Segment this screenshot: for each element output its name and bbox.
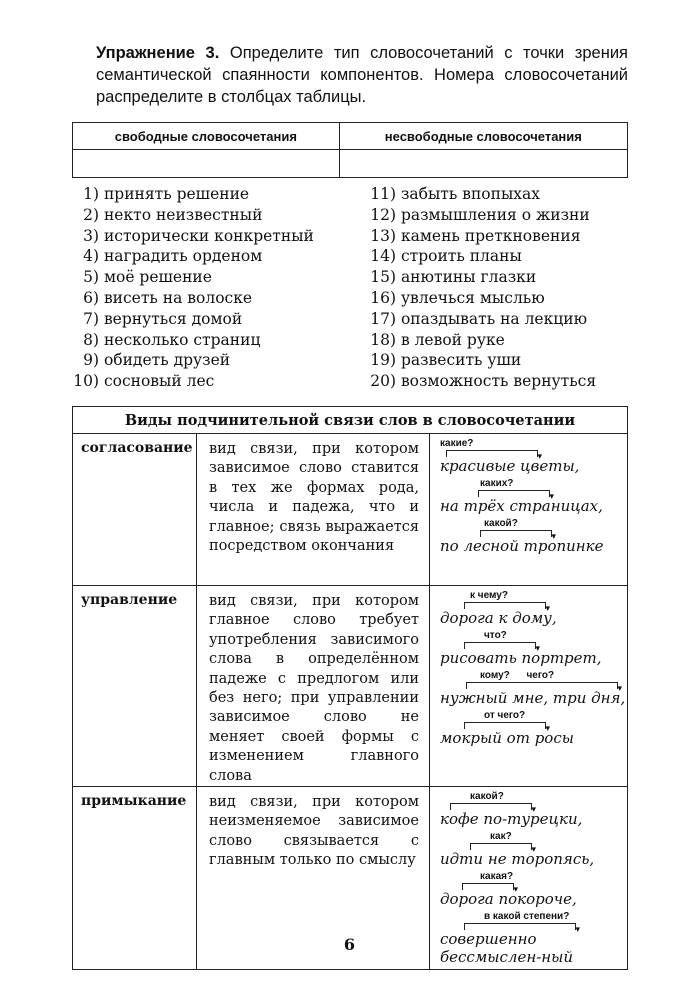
example: каких? ▾ на трёх страницах, xyxy=(440,478,627,515)
phrase-list-right xyxy=(363,184,596,392)
row-definition: вид связи, при котором зависимое слово ставится в тех же формах рода, числа и падежа, что и главное; связь выражается посредством окончания xyxy=(197,434,430,586)
row-definition: вид связи, при котором главное слово требует употребления зависимого слова в определённом падеже с предлогом или без него; при управлении зависимое слово не меняет своей формы с изменением главного слова xyxy=(197,586,430,787)
list-item: 4) наградить орденом xyxy=(83,247,263,266)
list-item: 1) принять решение xyxy=(83,185,250,203)
example: как? ▾ идти не торопясь, xyxy=(440,831,627,868)
page-number: 6 xyxy=(343,935,356,954)
list-item: 7) вернуться домой xyxy=(83,309,243,328)
list-item: 20) возможность вернуться xyxy=(370,372,597,391)
list-item: 6) висеть на волоске xyxy=(83,288,253,307)
answer-header-free: свободные словосочетания xyxy=(73,123,340,150)
list-item: 11) забыть впопыхах xyxy=(370,185,541,203)
example: какая? ▾ дорога покороче, xyxy=(440,871,627,908)
list-item: 10) сосновый лес xyxy=(73,372,215,391)
row-examples xyxy=(430,586,628,787)
answer-header-bound: несвободные словосочетания xyxy=(339,123,627,150)
list-item: 2) некто неизвестный xyxy=(83,205,263,224)
list-item: 19) развесить уши xyxy=(370,351,522,370)
example: к чему? ▾ дорога к дому, xyxy=(440,590,627,627)
list-item: 5) моё решение xyxy=(83,268,212,287)
list-item: 3) исторически конкретный xyxy=(83,226,314,245)
phrase-list-left xyxy=(72,184,314,392)
list-item: 15) анютины глазки xyxy=(370,268,537,287)
list-item: 9) обидеть друзей xyxy=(83,351,231,370)
list-item: 14) строить планы xyxy=(370,247,522,266)
row-name: примыкание xyxy=(73,787,197,970)
list-item: 8) несколько страниц xyxy=(83,330,261,349)
example: от чего? ▾ мокрый от росы xyxy=(440,710,627,747)
row-examples xyxy=(430,434,628,586)
list-item: 13) камень преткновения xyxy=(370,226,581,245)
list-item: 17) опаздывать на лекцию xyxy=(370,309,588,328)
example: какой? ▾ по лесной тропинке xyxy=(440,518,627,555)
row-definition: вид связи, при котором неизменяемое зависимое слово связывается с главным только по смыслу xyxy=(197,787,430,970)
exercise-label: Упражнение 3. xyxy=(96,44,220,62)
example: что? ▾ рисовать портрет, xyxy=(440,630,627,667)
list-item: 18) в левой руке xyxy=(370,330,505,349)
list-item: 16) увлечься мыслью xyxy=(370,288,545,307)
answer-cell-bound[interactable] xyxy=(339,150,627,178)
example: в какой степени? ▾ совершенно бессмыслен-ный xyxy=(440,911,627,966)
example: какой? ▾ кофе по-турецки, xyxy=(440,791,627,828)
answer-table xyxy=(72,122,628,178)
exercise-text xyxy=(96,42,628,108)
row-name: управление xyxy=(73,586,197,787)
exercise-instruction: Определите тип словосочетаний с точки зрения семантической спаянности компонентов. Номера словосочетаний распределите в столбцах таблицы. xyxy=(96,44,628,106)
row-name: согласование xyxy=(73,434,197,586)
theory-title: Виды подчинительной связи слов в словосочетании xyxy=(73,407,628,434)
list-item: 12) размышления о жизни xyxy=(370,205,590,224)
example: кому? чего? ▾ нужный мне, три дня, xyxy=(440,670,627,707)
example: какие? ▾ красивые цветы, xyxy=(440,438,627,475)
theory-table xyxy=(72,406,628,970)
answer-cell-free[interactable] xyxy=(73,150,340,178)
